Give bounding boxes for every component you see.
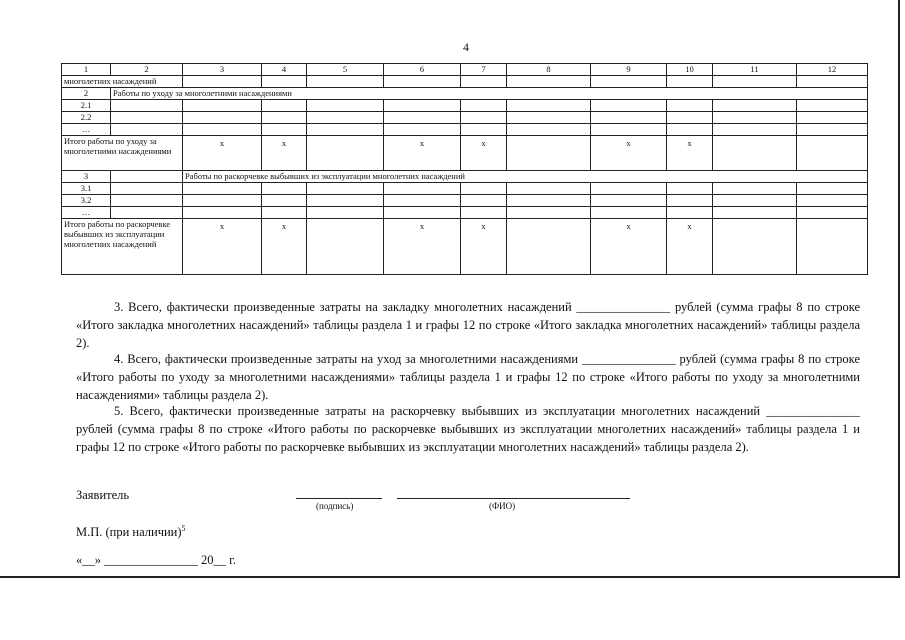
applicant-label: Заявитель — [76, 488, 130, 502]
page-edge-right — [898, 0, 900, 578]
x-mark: х — [183, 219, 262, 275]
col-header: 6 — [384, 64, 461, 76]
total-row — [62, 136, 868, 171]
x-mark: х — [262, 136, 307, 171]
table-row — [62, 207, 868, 219]
stamp-text: М.П. (при наличии) — [76, 525, 182, 540]
row-number: … — [62, 207, 111, 219]
signature-caption: (подпись) — [316, 501, 354, 511]
footnote-mark: 5 — [181, 524, 186, 533]
section-row — [62, 171, 868, 183]
paragraph-3 — [76, 298, 860, 352]
section-row — [62, 88, 868, 100]
col-header: 1 — [62, 64, 111, 76]
table-row — [62, 195, 868, 207]
table-row — [62, 100, 868, 112]
col-header: 2 — [111, 64, 183, 76]
row-label: многолетних насаждений — [62, 76, 183, 88]
paragraph-5-text: 5. Всего, фактически произведенные затраты на раскорчевку выбывших из эксплуатации многолетних насаждений _______________ рублей (сумма графы 8 по строке «Итого работы по раскорчевке выбывших из эксплуатации многолетних насаждений» таблицы раздела 1 и графы 12 по строке «Итого работы по раскорчевке выбывших из эксплуатации многолетних насаждений» таблицы раздела 2). — [76, 404, 860, 454]
x-mark: х — [461, 219, 507, 275]
paragraph-4 — [76, 350, 860, 404]
total-row — [62, 219, 868, 275]
total-label: Итого работы по уходу за многолетними насаждениями — [62, 136, 183, 171]
col-header: 11 — [713, 64, 797, 76]
x-mark: х — [667, 219, 713, 275]
paragraph-5 — [76, 402, 860, 456]
section-title: Работы по уходу за многолетними насаждениями — [111, 88, 868, 100]
x-mark: х — [384, 219, 461, 275]
row-number: 3.2 — [62, 195, 111, 207]
x-mark: х — [183, 136, 262, 171]
section-number: 3 — [62, 171, 111, 183]
cost-table — [61, 63, 868, 275]
name-line — [397, 498, 630, 499]
col-header: 9 — [591, 64, 667, 76]
section-title: Работы по раскорчевке выбывших из эксплуатации многолетних насаждений — [183, 171, 868, 183]
col-header: 7 — [461, 64, 507, 76]
x-mark: х — [384, 136, 461, 171]
row-number: 2.1 — [62, 100, 111, 112]
table-row — [62, 124, 868, 136]
x-mark: х — [461, 136, 507, 171]
signature-line — [296, 498, 382, 499]
x-mark: х — [262, 219, 307, 275]
section-number: 2 — [62, 88, 111, 100]
table-header-row — [62, 64, 868, 76]
col-header: 12 — [797, 64, 868, 76]
table-row — [62, 183, 868, 195]
x-mark: х — [667, 136, 713, 171]
stamp-placeholder — [76, 524, 186, 540]
x-mark: х — [591, 219, 667, 275]
name-caption: (ФИО) — [489, 501, 516, 511]
col-header: 5 — [307, 64, 384, 76]
total-label: Итого работы по раскорчевке выбывших из эксплуатации многолетних насаждений — [62, 219, 183, 275]
col-header: 4 — [262, 64, 307, 76]
page-number: 4 — [463, 40, 469, 54]
row-number: 2.2 — [62, 112, 111, 124]
x-mark: х — [591, 136, 667, 171]
col-header: 3 — [183, 64, 262, 76]
table-row — [62, 112, 868, 124]
date-line: «__» _______________ 20__ г. — [76, 553, 236, 567]
table-row — [62, 76, 868, 88]
row-number: … — [62, 124, 111, 136]
page-edge-bottom — [0, 576, 900, 578]
row-number: 3.1 — [62, 183, 111, 195]
col-header: 8 — [507, 64, 591, 76]
paragraph-3-text: 3. Всего, фактически произведенные затраты на закладку многолетних насаждений _______________ рублей (сумма графы 8 по строке «Итого закладка многолетних насаждений» таблицы раздела 1 и графы 12 по строке «Итого закладка многолетних насаждений» таблицы раздела 2). — [76, 300, 860, 350]
col-header: 10 — [667, 64, 713, 76]
paragraph-4-text: 4. Всего, фактически произведенные затраты на уход за многолетними насаждениями _______________ рублей (сумма графы 8 по строке «Итого работы по уходу за многолетними насаждениями» таблицы раздела 1 и графы 12 по строке «Итого работы по уходу за многолетними насаждениями» таблицы раздела 2). — [76, 352, 860, 402]
